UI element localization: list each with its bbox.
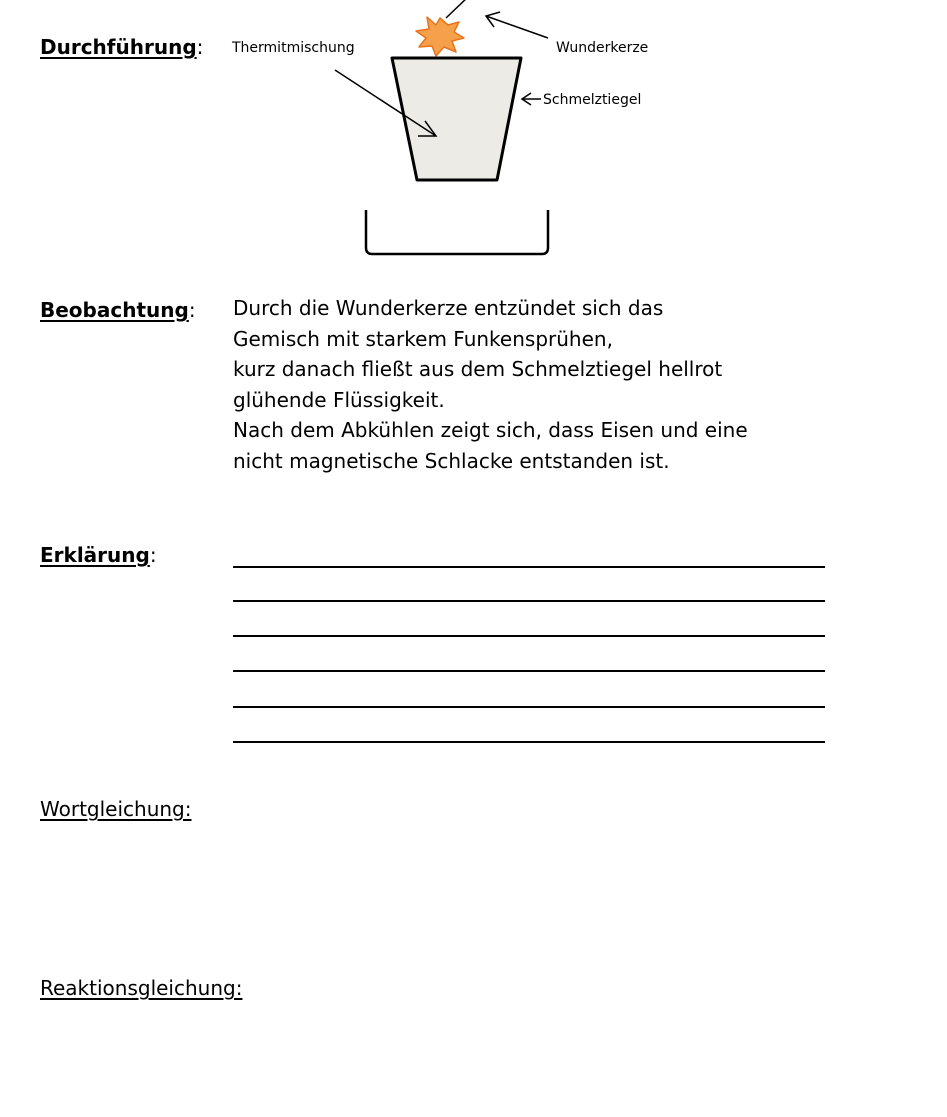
- sparkler-label: Wunderkerze: [556, 40, 649, 56]
- procedure-title: Durchführung: [40, 35, 197, 59]
- apparatus-diagram: [0, 0, 947, 270]
- crucible-label: Schmelztiegel: [543, 92, 642, 108]
- answer-line[interactable]: [233, 600, 825, 602]
- observation-line: Durch die Wunderkerze entzündet sich das: [233, 296, 664, 320]
- explanation-title: Erklärung: [40, 543, 150, 567]
- observation-line: Gemisch mit starkem Funkensprühen,: [233, 326, 613, 351]
- explanation-colon: :: [149, 543, 157, 567]
- mixture-label: Thermitmischung: [232, 40, 355, 56]
- collecting-vessel: [366, 210, 548, 254]
- observation-text: [233, 293, 873, 476]
- observation-line: nicht magnetische Schlacke entstanden ist.: [233, 448, 670, 473]
- sparkler-wire: [446, 0, 470, 18]
- observation-line: kurz danach fließt aus dem Schmelztiegel hellrot: [233, 357, 723, 381]
- sparkler-arrow: [486, 12, 548, 38]
- observation-line: glühende Flüssigkeit.: [233, 387, 445, 412]
- explanation-heading: [40, 545, 157, 565]
- word-equation-heading: Wortgleichung:: [40, 797, 192, 821]
- observation-colon: :: [188, 298, 196, 322]
- crucible-arrow: [522, 93, 541, 105]
- observation-line: Nach dem Abkühlen zeigt sich, dass Eisen und eine: [233, 418, 748, 442]
- answer-line[interactable]: [233, 566, 825, 568]
- procedure-colon: :: [196, 35, 204, 59]
- observation-title: Beobachtung: [40, 298, 189, 322]
- answer-line[interactable]: [233, 741, 825, 743]
- reaction-equation-heading: Reaktionsgleichung:: [40, 976, 243, 1000]
- spark-icon: [416, 17, 464, 56]
- answer-line[interactable]: [233, 706, 825, 708]
- answer-line[interactable]: [233, 635, 825, 637]
- observation-heading: [40, 300, 196, 320]
- answer-line[interactable]: [233, 670, 825, 672]
